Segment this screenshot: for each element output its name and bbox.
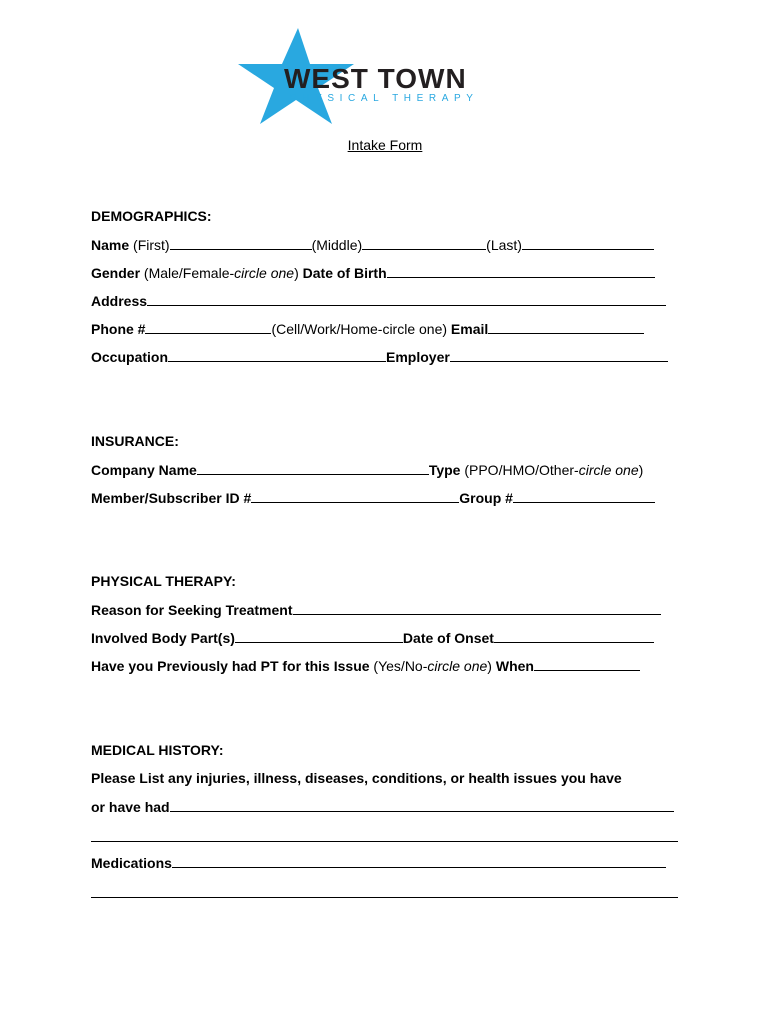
medications-row: [91, 854, 666, 871]
onset-field[interactable]: [494, 629, 654, 643]
when-label: When: [495, 658, 534, 674]
medications-extra-line[interactable]: [91, 897, 678, 898]
body-part-field[interactable]: [235, 629, 403, 643]
last-name-field[interactable]: [522, 236, 654, 250]
email-field[interactable]: [488, 320, 644, 334]
logo-subtitle: PHYSICAL THERAPY: [290, 93, 479, 104]
reason-label: Reason for Seeking Treatment: [91, 602, 293, 618]
body-part-row: [91, 629, 654, 646]
reason-field[interactable]: [293, 601, 661, 615]
history-prompt: Please List any injuries, illness, diseases, conditions, or health issues you have: [91, 770, 622, 786]
name-label: Name: [91, 237, 130, 253]
medications-field[interactable]: [172, 854, 666, 868]
phone-options[interactable]: (Cell/Work/Home-circle one): [271, 321, 448, 337]
occupation-label: Occupation: [91, 349, 169, 365]
address-field[interactable]: [147, 292, 666, 306]
company-field[interactable]: [197, 461, 429, 475]
phone-label: Phone #: [91, 321, 146, 337]
company-label: Company Name: [91, 462, 197, 478]
form-title: Intake Form: [347, 137, 423, 153]
occupation-row: [91, 348, 668, 365]
history-extra-line[interactable]: [91, 841, 678, 842]
gender-label: Gender: [91, 265, 141, 281]
previous-pt-row: [91, 657, 640, 674]
employer-field[interactable]: [450, 348, 668, 362]
phone-field[interactable]: [145, 320, 271, 334]
member-row: [91, 489, 655, 506]
physical-therapy-heading: PHYSICAL THERAPY:: [91, 573, 236, 589]
onset-label: Date of Onset: [402, 630, 494, 646]
history-prompt-continued: or have had: [91, 799, 170, 815]
west-town-logo: [236, 28, 498, 124]
previous-pt-options[interactable]: (Yes/No-circle one): [373, 658, 492, 674]
name-row: [91, 236, 654, 253]
gender-options[interactable]: (Male/Female-circle one): [143, 265, 299, 281]
dob-label: Date of Birth: [302, 265, 387, 281]
address-label: Address: [91, 293, 148, 309]
history-row: [91, 798, 674, 815]
medical-history-heading: MEDICAL HISTORY:: [91, 742, 224, 758]
employer-label: Employer: [386, 349, 450, 365]
medications-label: Medications: [91, 855, 172, 871]
first-label: (First): [133, 237, 170, 253]
type-options[interactable]: (PPO/HMO/Other-circle one): [464, 462, 644, 478]
middle-label: (Middle): [311, 237, 363, 253]
address-row: [91, 292, 666, 309]
member-id-field[interactable]: [251, 489, 459, 503]
reason-row: [91, 601, 661, 618]
dob-field[interactable]: [387, 264, 655, 278]
logo-name: WEST TOWN: [284, 63, 467, 94]
email-label: Email: [450, 321, 489, 337]
group-label: Group #: [459, 490, 513, 506]
occupation-field[interactable]: [168, 348, 386, 362]
company-row: [91, 461, 643, 478]
history-field[interactable]: [170, 798, 674, 812]
group-field[interactable]: [513, 489, 655, 503]
demographics-heading: DEMOGRAPHICS:: [91, 208, 212, 224]
insurance-heading: INSURANCE:: [91, 433, 179, 449]
first-name-field[interactable]: [170, 236, 312, 250]
member-id-label: Member/Subscriber ID #: [91, 490, 252, 506]
gender-row: [91, 264, 655, 281]
type-label: Type: [428, 462, 461, 478]
last-label: (Last): [486, 237, 522, 253]
body-part-label: Involved Body Part(s): [91, 630, 235, 646]
previous-pt-label: Have you Previously had PT for this Issue: [91, 658, 370, 674]
phone-row: [91, 320, 644, 337]
when-field[interactable]: [534, 657, 640, 671]
middle-name-field[interactable]: [362, 236, 486, 250]
